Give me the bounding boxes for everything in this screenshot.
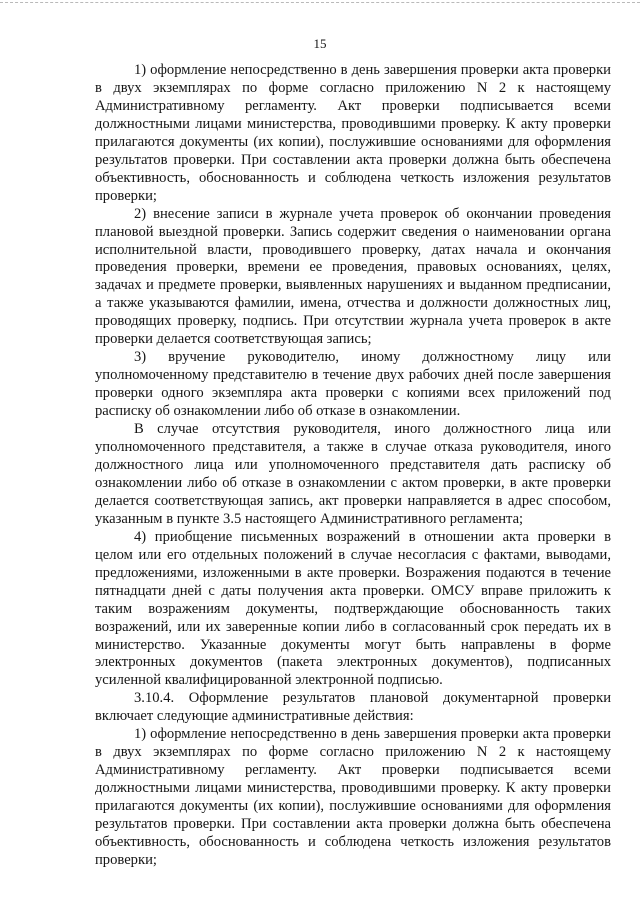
paragraph-6: 3.10.4. Оформление результатов плановой документарной проверки включает следующие административные действия: bbox=[95, 690, 611, 725]
paragraph-7: 1) оформление непосредственно в день завершения проверки акта проверки в двух экземплярах по форме согласно приложению N 2 к настоящему Административному регламенту. Акт проверки подписывается всеми должностными лицами министерства, проводившими проверку. К акту проверки прилагаются документы (их копии), послужившие основаниями для оформления результатов проверки. При составлении акта проверки должна быть обеспечена объективность, обоснованность и соблюдена четкость изложения результатов проверки; bbox=[95, 726, 611, 868]
document-body bbox=[95, 62, 611, 870]
page-top-edge bbox=[0, 2, 640, 3]
paragraph-1: 1) оформление непосредственно в день завершения проверки акта проверки в двух экземплярах по форме согласно приложению N 2 к настоящему Административному регламенту. Акт проверки подписывается всеми должностными лицами министерства, проводившими проверку. К акту проверки прилагаются документы (их копии), послужившие основаниями для оформления результатов проверки. При составлении акта проверки должна быть обеспечена объективность, обоснованность и соблюдена четкость изложения результатов проверки; bbox=[95, 62, 611, 204]
page-number: 15 bbox=[313, 36, 327, 51]
paragraph-2: 2) внесение записи в журнале учета проверок об окончании проведения плановой выездной проверки. Запись содержит сведения о наименовании органа исполнительной власти, проводившего проверку, датах начала и окончания проведения проверки, времени ее проведения, правовых основаниях, целях, задачах и предмете проверки, выявленных нарушениях и выданном предписании, а также указываются фамилии, имена, отчества и должности должностных лиц, проводящих проверку, подпись. При отсутствии журнала учета проверок в акте проверки делается соответствующая запись; bbox=[95, 205, 611, 348]
paragraph-3: 3) вручение руководителю, иному должностному лицу или уполномоченному представителю в течение двух рабочих дней после завершения проверки одного экземпляра акта проверки с копиями всех приложений под расписку об ознакомлении либо об отказе в ознакомлении. bbox=[95, 349, 611, 420]
paragraph-4: В случае отсутствия руководителя, иного должностного лица или уполномоченного представителя, а также в случае отказа руководителя, иного должностного лица или уполномоченного представителя дать расписку об ознакомлении либо об отказе в ознакомлении с актом проверки, в акте проверки делается соответствующая запись, акт проверки направляется в адрес способом, указанным в пункте 3.5 настоящего Административного регламента; bbox=[95, 421, 611, 527]
paragraph-5: 4) приобщение письменных возражений в отношении акта проверки в целом или его отдельных положений в случае несогласия с фактами, выводами, предложениями, изложенными в акте проверки. Возражения подаются в течение пятнадцати дней с даты получения акта проверки. ОМСУ вправе приложить к таким возражениям документы, подтверждающие обоснованность таких возражений, или их заверенные копии либо в согласованный срок передать их в министерство. Указанные документы могут быть направлены в форме электронных документов (пакета электронных документов), подписанных усиленной квалифицированной электронной подписью. bbox=[95, 528, 611, 689]
